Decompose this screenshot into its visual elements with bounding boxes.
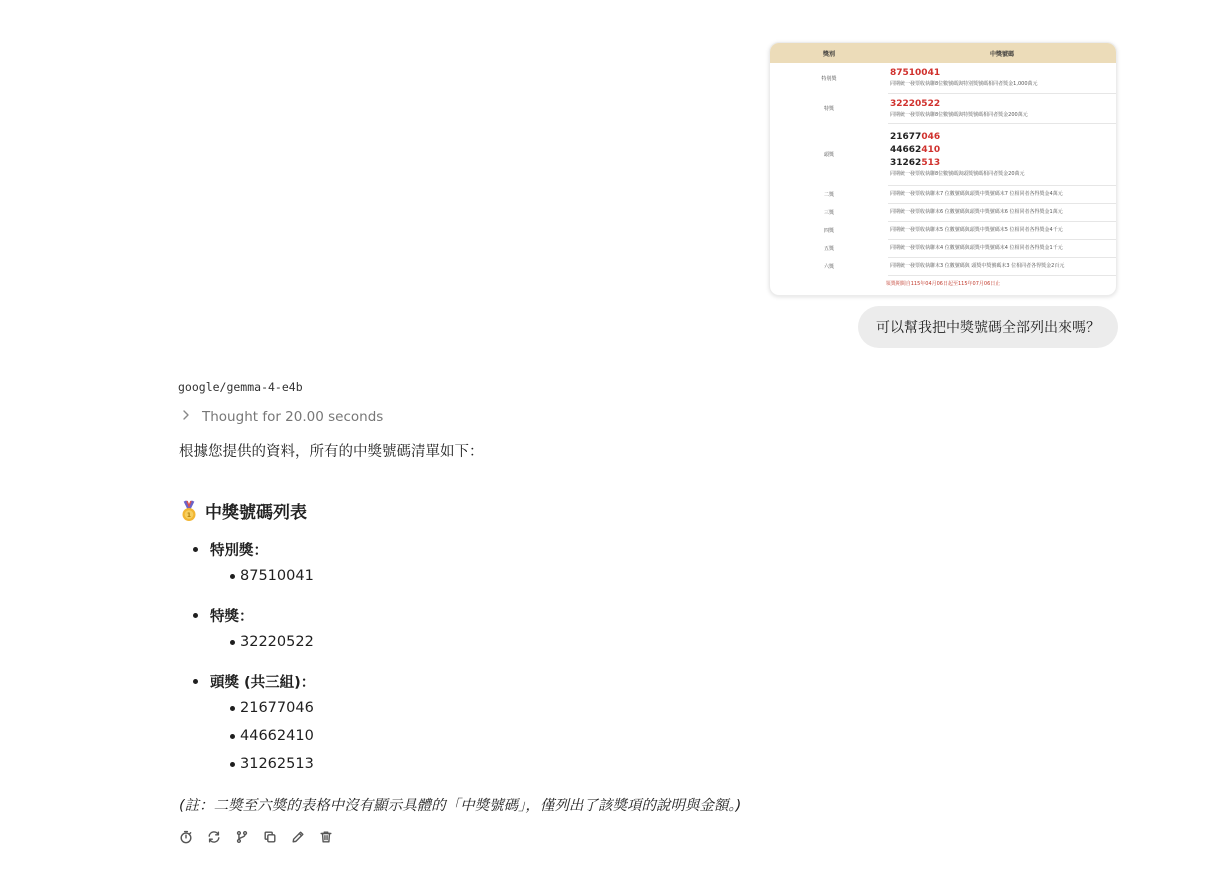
chevron-right-icon (180, 409, 192, 425)
table-row-desc: 同期統一發票收執聯末7 位數號碼與頭獎中獎號碼末7 位相同者各得獎金4萬元 (890, 191, 1063, 197)
table-header-prize: 獎別 (770, 43, 888, 63)
winning-number: 87510041 (890, 68, 941, 79)
number-item: 87510041 (210, 562, 315, 590)
number-item: 31262513 (210, 750, 315, 778)
table-row-desc: 同期統一發票收執聯8位數號碼與頭獎號碼相同者獎金20萬元 (890, 170, 1025, 177)
regenerate-icon[interactable] (206, 829, 222, 845)
section-title: 中獎號碼列表 (205, 503, 307, 523)
thought-label: Thought for 20.00 seconds (202, 409, 384, 425)
user-message-bubble: 可以幫我把中獎號碼全部列出來嗎？ (858, 306, 1118, 348)
thought-toggle[interactable] (180, 409, 383, 425)
number-item: 21677046 (210, 694, 315, 722)
table-row-desc: 同期統一發票收執聯末3 位數號碼與 頭獎中獎號碼末3 位相同者各得獎金2百元 (890, 263, 1065, 269)
table-row-desc: 同期統一發票收執聯末4 位數號碼與頭獎中獎號碼末4 位相同者各得獎金1千元 (890, 245, 1063, 251)
table-row-name: 特別獎 (821, 75, 837, 82)
answer-intro: 根據您提供的資料，所有的中獎號碼清單如下： (179, 444, 484, 460)
prize-list (190, 540, 315, 778)
winning-number: 31262513 (890, 157, 941, 168)
table-row-desc: 同期統一發票收執聯8位數號碼與特別獎號碼相同者獎金1,000萬元 (890, 81, 1038, 88)
table-row-desc: 同期統一發票收執聯末5 位數號碼與頭獎中獎號碼末5 位相同者各得獎金4千元 (890, 227, 1063, 233)
timer-icon[interactable] (178, 829, 194, 845)
prize-table (770, 43, 1116, 276)
model-name: google/gemma-4-e4b (178, 380, 303, 394)
table-row-desc: 同期統一發票收執聯末6 位數號碼與頭獎中獎號碼末6 位相同者各得獎金1萬元 (890, 209, 1063, 215)
number-item: 44662410 (210, 722, 315, 750)
table-row-name: 二獎 (823, 191, 834, 198)
list-item (190, 672, 315, 778)
attached-image[interactable] (769, 42, 1117, 296)
answer-note: (註：二獎至六獎的表格中沒有顯示具體的「中獎號碼」，僅列出了該獎項的說明與金額。) (179, 798, 742, 814)
delete-icon[interactable] (318, 829, 334, 845)
table-row-name: 四獎 (823, 227, 834, 234)
winning-number: 44662410 (890, 144, 941, 155)
list-item (190, 606, 315, 672)
table-row-name: 六獎 (823, 263, 834, 270)
table-footer: 領獎期間自115年04月06日起至115年07月06日止 (885, 280, 1001, 287)
winning-number: 32220522 (890, 98, 941, 109)
table-row-name: 頭獎 (823, 151, 834, 158)
svg-text:1: 1 (186, 511, 192, 519)
prize-label: 特獎： (210, 609, 254, 625)
table-row-desc: 同期統一發票收執聯8位數號碼與特獎號碼相同者獎金200萬元 (890, 111, 1028, 118)
prize-label: 特別獎： (210, 543, 268, 559)
section-heading (179, 498, 307, 523)
table-row-name: 特獎 (823, 105, 834, 112)
table-header-number: 中獎號碼 (888, 43, 1116, 63)
list-item (190, 540, 315, 606)
message-actions (178, 829, 334, 845)
winning-number: 21677046 (890, 131, 941, 142)
branch-icon[interactable] (234, 829, 250, 845)
prize-label: 頭獎 (共三組)： (210, 675, 316, 691)
copy-icon[interactable] (262, 829, 278, 845)
number-item: 32220522 (210, 628, 315, 656)
edit-icon[interactable] (290, 829, 306, 845)
table-row-name: 五獎 (823, 245, 834, 252)
table-row-name: 三獎 (823, 209, 834, 216)
medal-icon (179, 500, 199, 522)
